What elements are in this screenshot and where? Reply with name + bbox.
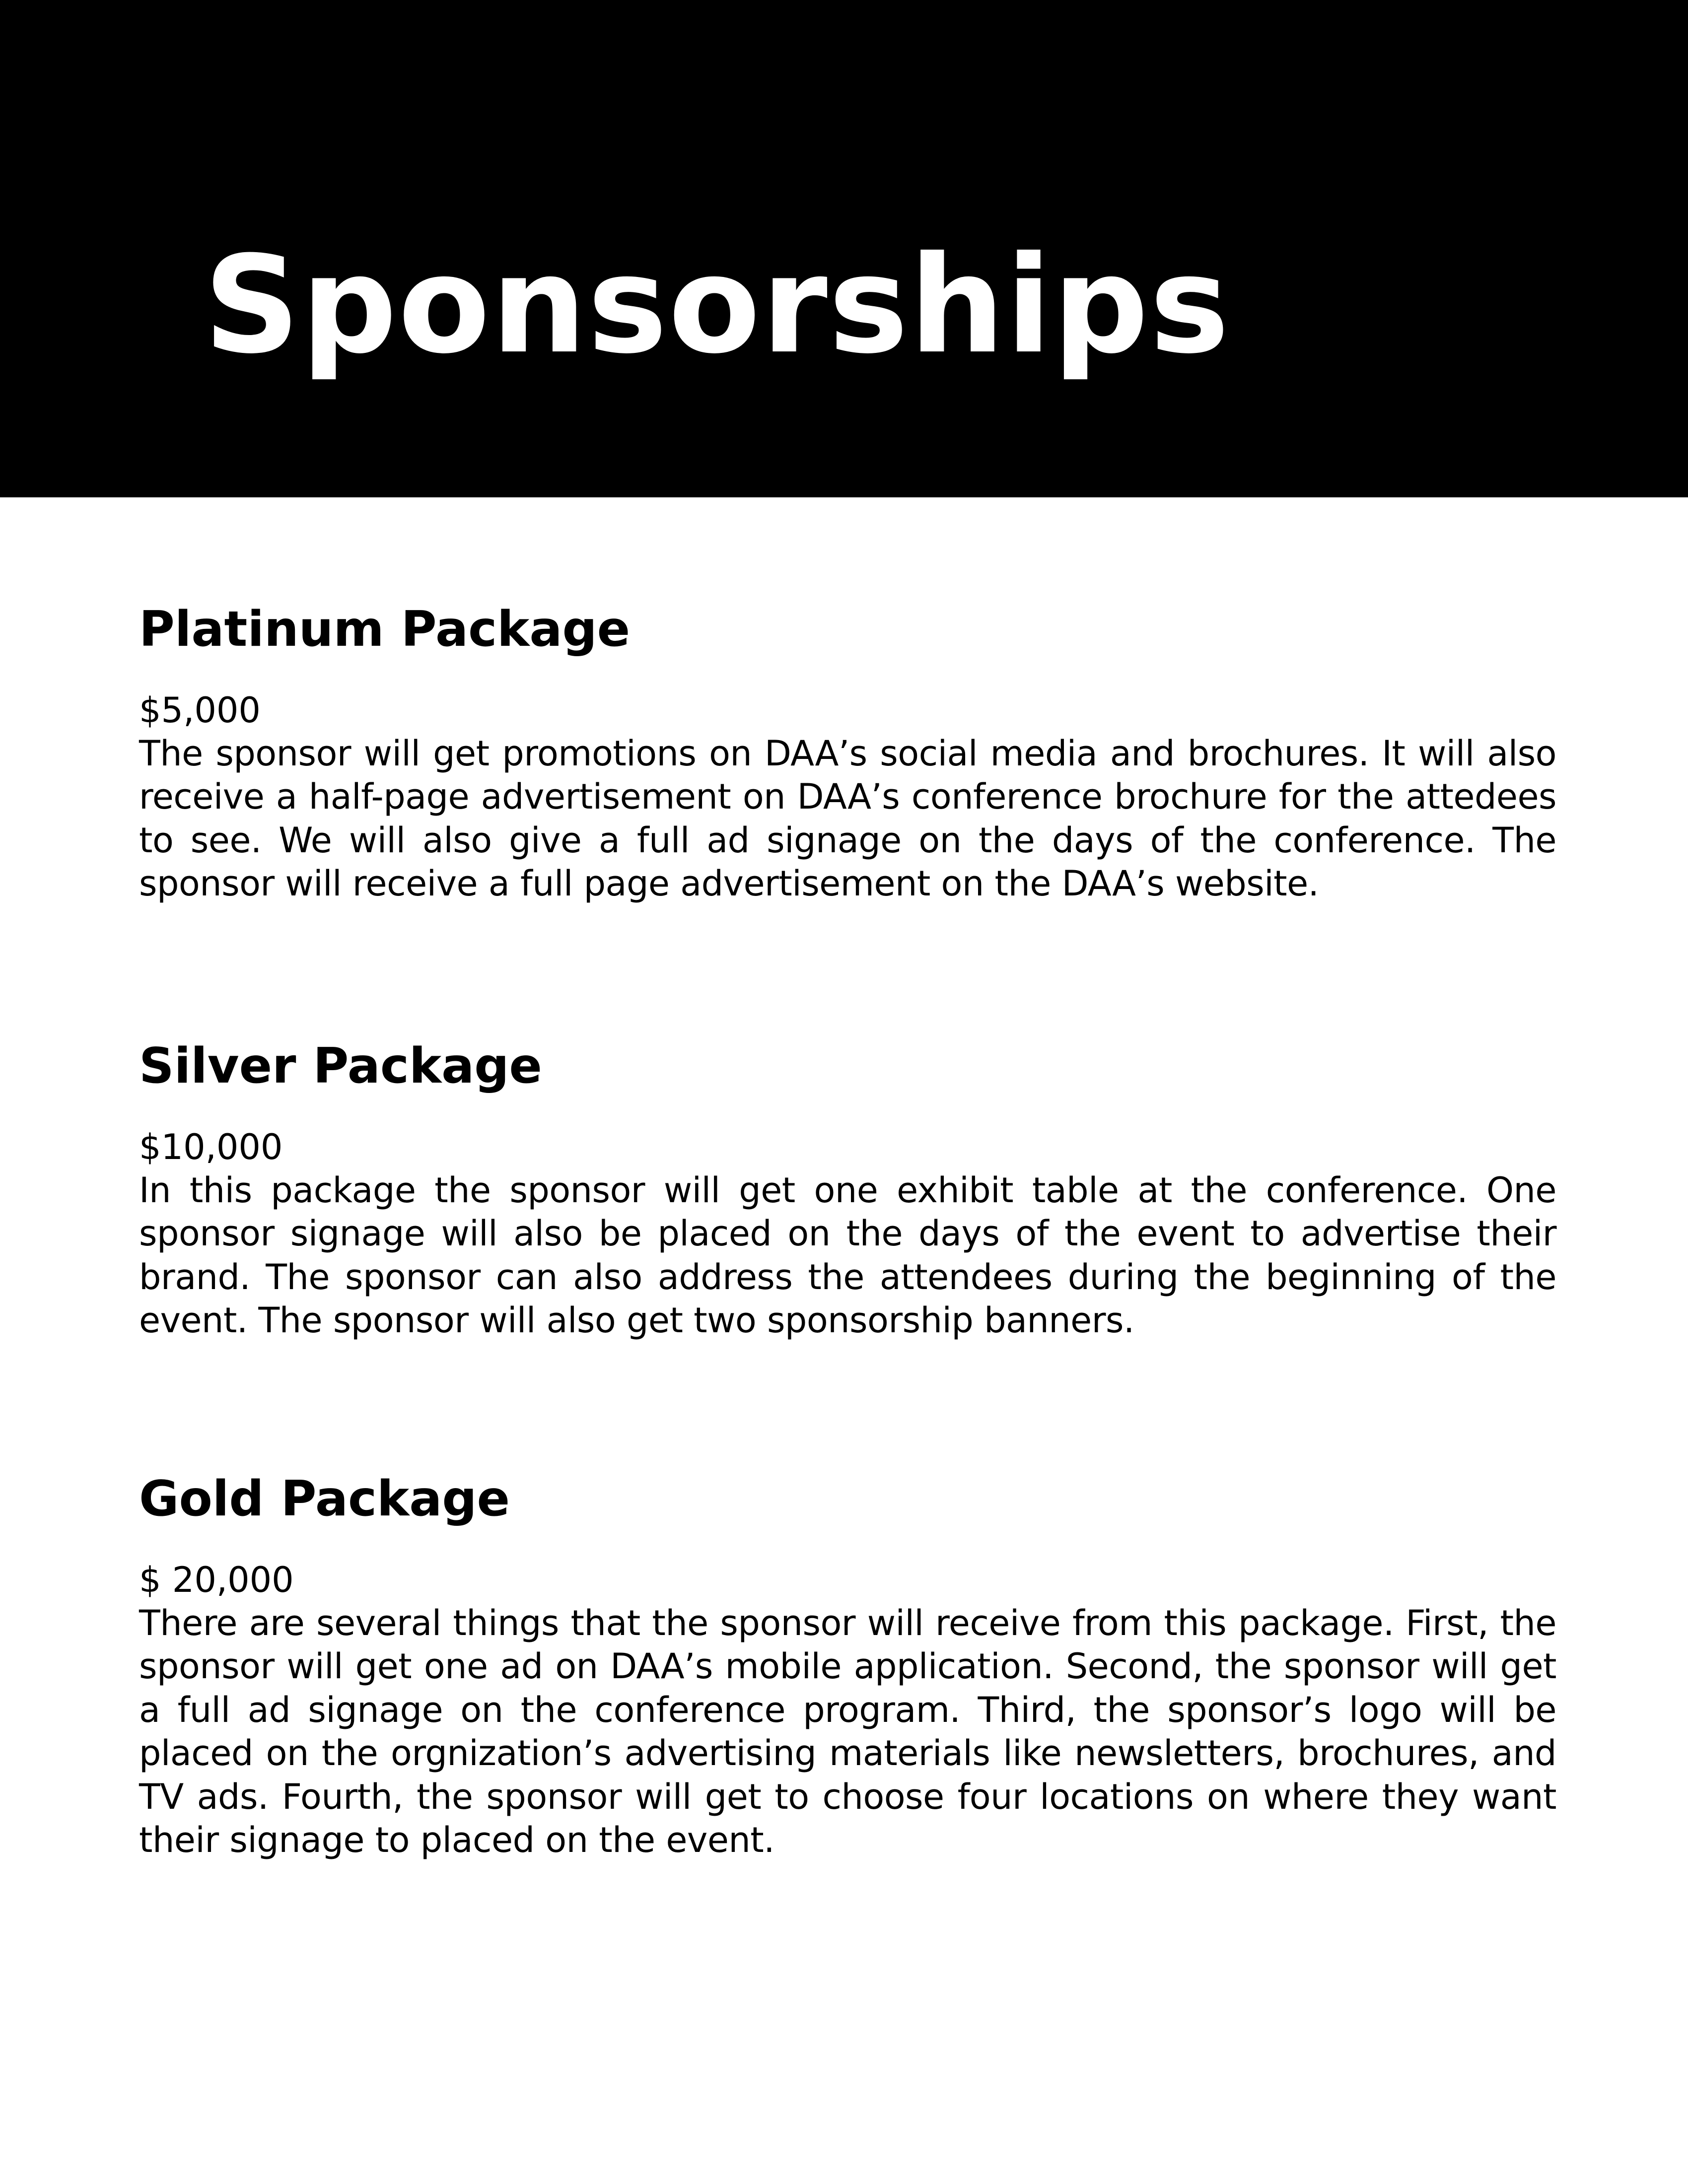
package-description: The sponsor will get promotions on DAA’s social media and brochures. It will also receive a half-page advertisement on DAA’s conference brochure for the attedees to see. We will also give a full ad signage on the days of the conference. The sponsor will receive a full page advertisement on the DAA’s website. [139,733,1556,904]
package-price: $10,000 [139,1126,283,1167]
header-banner [0,0,1688,497]
platinum-package [139,601,1556,906]
package-title: Silver Package [139,1038,542,1094]
package-description: There are several things that the sponsor will receive from this package. First, the sponsor will get one ad on DAA’s mobile application. Second, the sponsor will get a full ad signage on the conference program. Third, the sponsor’s logo will be placed on the orgnization’s advertising materials like newsletters, brochures, and TV ads. Fourth, the sponsor will get to choose four locations on where they want their signage to placed on the event. [139,1602,1556,1861]
package-title: Gold Package [139,1471,510,1527]
gold-package [139,1470,1556,1862]
package-title: Platinum Package [139,601,631,658]
package-price: $ 20,000 [139,1559,294,1600]
page-title: Sponsorships [204,227,1231,383]
package-description: In this package the sponsor will get one exhibit table at the conference. One sponsor signage will also be placed on the days of the event to advertise their brand. The sponsor can also address the attendees during the beginning of the event. The sponsor will also get two sponsorship banners. [139,1169,1556,1341]
silver-package [139,1037,1556,1343]
package-price: $5,000 [139,689,261,731]
